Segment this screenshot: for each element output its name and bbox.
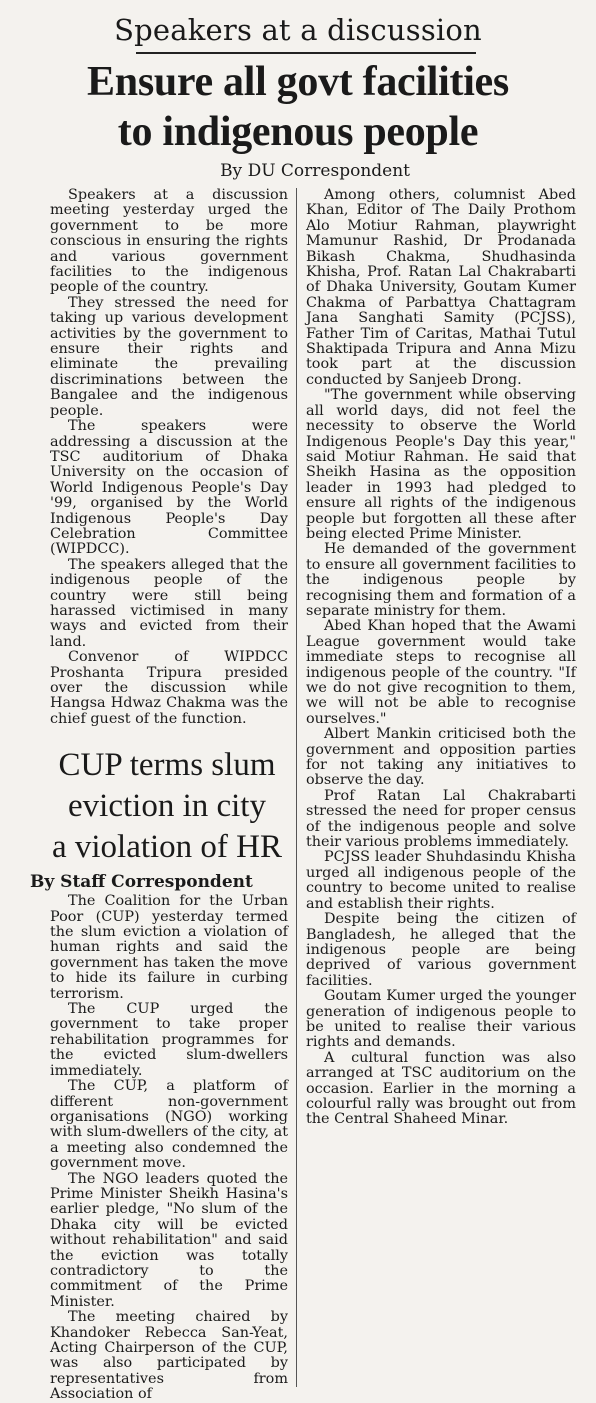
article1-paragraph: Prof Ratan Lal Chakrabarti stressed the need for proper census of the indigenous people and solve their various problems immediately. — [306, 787, 576, 851]
article1-paragraph: Convenor of WIPDCC Proshanta Tripura presided over the discussion while Hangsa Hdwaz Chakma was the chief guest of the function. — [50, 649, 288, 727]
article1-paragraph: The speakers alleged that the indigenous people of the country were still being harassed victimised in many ways and evicted from their land. — [50, 556, 288, 650]
article1-paragraph: Despite being the citizen of Bangladesh, he alleged that the indigenous people are being deprived of various government facilities. — [306, 911, 576, 989]
article1-paragraph: Goutam Kumer urged the younger generation of indigenous people to be united to realise their various rights and demands. — [306, 988, 576, 1051]
kicker-rule — [136, 52, 476, 54]
article1-paragraph: Abed Khan hoped that the Awami League government would take immediate steps to recognise all indigenous people of the country. "If we do not give recognition to them, we will not be able to recognise ourselves." — [306, 618, 576, 727]
article1-paragraph: PCJSS leader Shuhdasindu Khisha urged all indigenous people of the country to become united to realise and establish their rights. — [306, 849, 576, 912]
article1-paragraph: Speakers at a discussion meeting yesterday urged the government to be more conscious in ensuring the rights and various government facilities to the indigenous people of the country. — [50, 187, 288, 296]
kicker: Speakers at a discussion — [114, 13, 482, 47]
article2-paragraph: The meeting chaired by Khandoker Rebecca San-Yeat, Acting Chairperson of the CUP, was also participated by representatives from Association of — [50, 1309, 288, 1403]
article1-paragraph: The speakers were addressing a discussion at the TSC auditorium of Dhaka University on the occasion of World Indigenous People's Day '99, organised by the World Indigenous People's Day Celebration Committee (WIPDCC). — [50, 418, 288, 558]
article1-paragraph: They stressed the need for taking up various development activities by the government to ensure their rights and eliminate the prevailing discriminations between the Bangalee and the indigenous people. — [50, 294, 288, 419]
byline: By DU Correspondent — [220, 161, 410, 181]
article1-paragraph: A cultural function was also arranged at TSC auditorium on the occasion. Earlier in the morning a colourful rally was brought out from the Central Shaheed Minar. — [306, 1049, 576, 1128]
article1-paragraph: He demanded of the government to ensure all government facilities to the indigenous people by recognising them and formation of a separate ministry for them. — [306, 541, 576, 619]
headline-line-2: to indigenous people — [117, 109, 479, 155]
right-column — [306, 188, 576, 1387]
article1-paragraph: Albert Mankin criticised both the government and opposition parties for not taking any initiatives to observe the day. — [306, 726, 576, 789]
article2-paragraph: The Coalition for the Urban Poor (CUP) yesterday termed the slum eviction a violation of human rights and said the government has taken the move to hide its failure in curbing terrorism. — [50, 893, 288, 1002]
headline2-line-3: a violation of HR — [51, 829, 283, 866]
headline2-line-2: eviction in city — [68, 788, 266, 825]
left-column — [30, 187, 288, 1403]
article1-paragraph: Among others, columnist Abed Khan, Editor of The Daily Prothom Alo Motiur Rahman, playwright Mamunur Rashid, Dr Prodanada Bikash Chakma, Shudhasinda Khisha, Prof. Ratan Lal Chakrabarti of Dhaka University, Goutam Kumer Chakma of Parbattya Chattagram Jana Sanghati Samity (PCJSS), Father Tim of Caritas, Mathai Tutul Shaktipada Tripura and Anna Mizu took part at the discussion conducted by Sanjeeb Drong. — [306, 187, 576, 388]
article1-paragraph: "The government while observing all world days, did not feel the necessity to observe the World Indigenous People's Day this year," said Motiur Rahman. He said that Sheikh Hasina as the opposition leader in 1993 had pledged to ensure all rights of the indigenous people but forgotten all these after being elected Prime Minister. — [306, 387, 576, 542]
article2-paragraph: The CUP, a platform of different non-government organisations (NGO) working with slum-dwellers of the city, at a meeting also condemned the government move. — [50, 1078, 288, 1172]
headline2-line-1: CUP terms slum — [58, 747, 276, 784]
headline-line-1: Ensure all govt facilities — [87, 59, 509, 105]
article2-paragraph: The NGO leaders quoted the Prime Minister Sheikh Hasina's earlier pledge, "No slum of the Dhaka city will be evicted without rehabilitation" and said the eviction was totally contradictory to the commitment of the Prime Minister. — [50, 1170, 288, 1310]
article2-paragraph: The CUP urged the government to take proper rehabilitation programmes for the evicted slum-dwellers immediately. — [50, 1001, 288, 1079]
byline2: By Staff Correspondent — [30, 872, 253, 893]
headline2 — [24, 745, 310, 868]
